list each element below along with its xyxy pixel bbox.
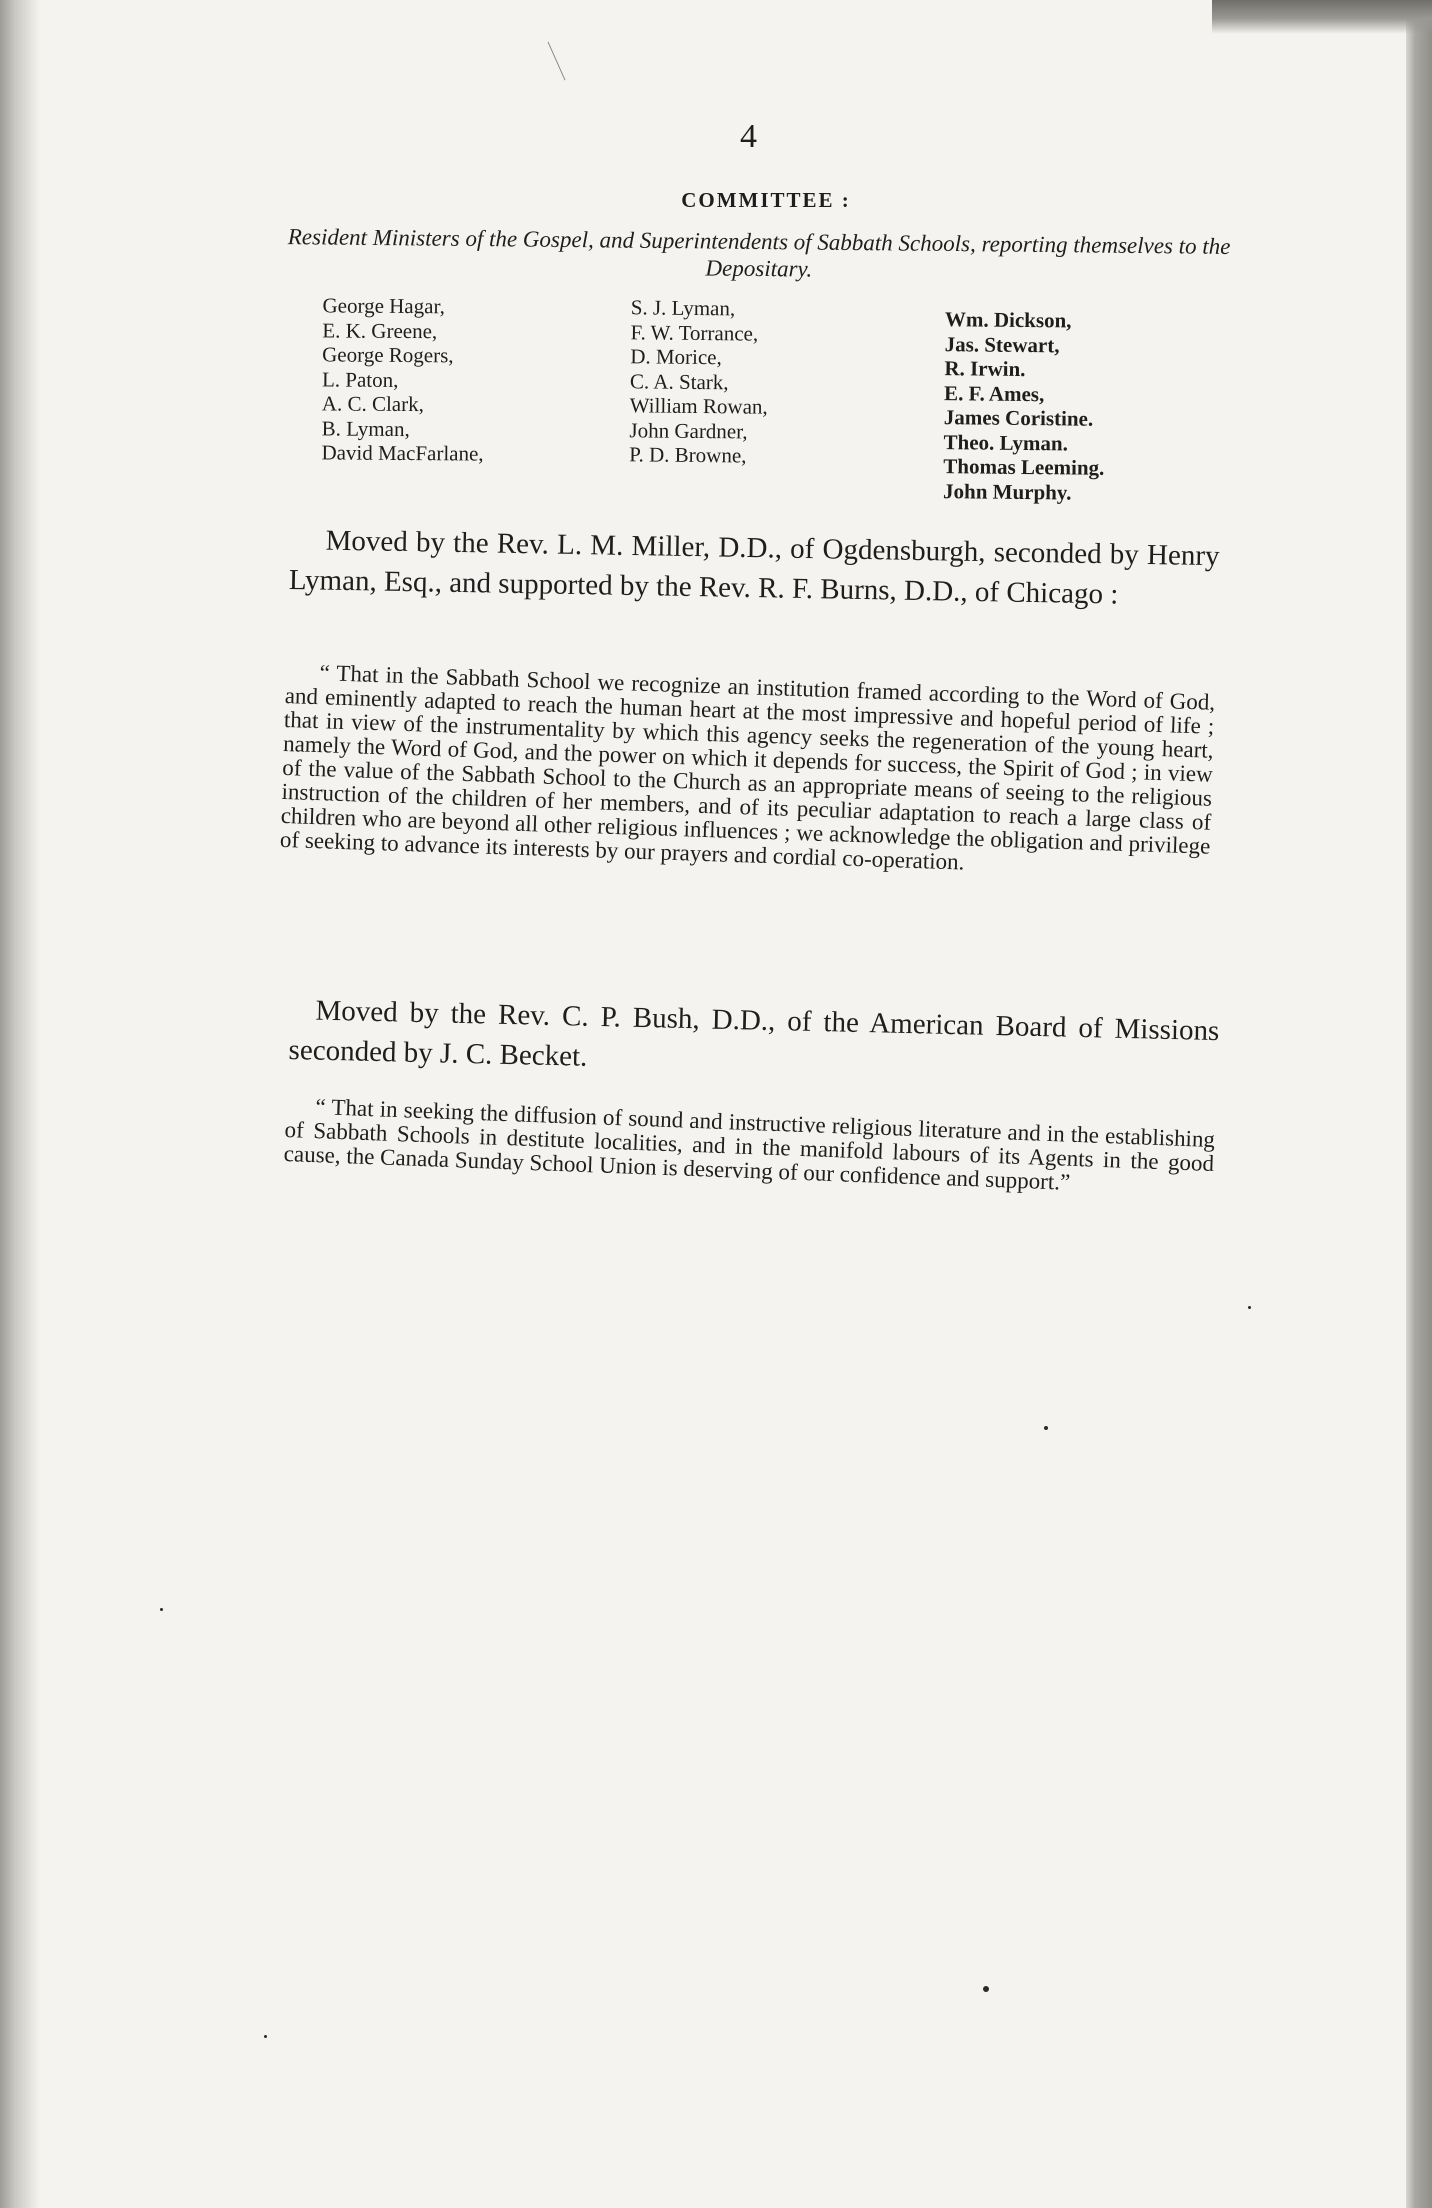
- committee-member: E. K. Greene,: [322, 317, 438, 343]
- committee-member: D. Morice,: [630, 344, 722, 370]
- resolution-paragraph: “ That in the Sabbath School we recognize an institution framed according to the Word of God, and eminently adapted to reach the human heart at the most impressive and hopeful period of life ; that in view of the instrumentality by which this agency seeks the regeneration of the young heart, namely the Word of God, and the power on which it depends for success, the Spirit of God ; in view of the value of the Sabbath School to the Church as an appropriate means of seeing to the religious instruction of the children of her members, and of its peculiar adaptation to reach a large class of children who are beyond all other religious influences ; we acknowledge the obligation and privilege of seeking to advance its interests by our prayers and cordial co-operation.: [279, 660, 1216, 875]
- committee-subheading: Resident Ministers of the Gospel, and Superintendents of Sabbath Schools, reporting themselves to the Depositary.: [287, 224, 1231, 282]
- committee-member: John Gardner,: [629, 417, 748, 444]
- committee-member: David MacFarlane,: [321, 440, 484, 466]
- committee-member: B. Lyman,: [321, 415, 410, 441]
- committee-member: George Rogers,: [322, 342, 454, 368]
- committee-member: F. W. Torrance,: [630, 319, 759, 346]
- committee-member: C. A. Stark,: [629, 368, 729, 394]
- committee-heading: COMMITTEE :: [681, 188, 851, 212]
- committee-column-b: [629, 295, 769, 468]
- committee-member: Thomas Leeming.: [943, 454, 1105, 480]
- committee-member: Jas. Stewart,: [944, 331, 1060, 357]
- committee-member: L. Paton,: [321, 366, 399, 392]
- motion-paragraph: Moved by the Rev. L. M. Miller, D.D., of Ogdensburgh, seconded by Henry Lyman, Esq., and supported by the Rev. R. F. Burns, D.D., of Chicago :: [288, 524, 1220, 611]
- resolution-paragraph: “ That in seeking the diffusion of sound and instructive religious literature and in the establishing of Sabbath Schools in destitute localities, and in the manifold labours of its Agents in the good cause, the Canada Sunday School Union is deserving of our confidence and support.”: [283, 1094, 1216, 1195]
- page-number: 4: [740, 118, 757, 155]
- committee-member: A. C. Clark,: [321, 391, 424, 417]
- committee-member: Theo. Lyman.: [943, 429, 1069, 455]
- committee-member: George Hagar,: [322, 293, 445, 319]
- committee-member: P. D. Browne,: [629, 442, 747, 468]
- committee-member: E. F. Ames,: [944, 380, 1045, 406]
- motion-paragraph: Moved by the Rev. C. P. Bush, D.D., of the American Board of Missions seconded by J. C. Becket.: [288, 994, 1220, 1073]
- committee-member: James Coristine.: [943, 405, 1094, 431]
- committee-member: John Murphy.: [942, 478, 1072, 504]
- scan-hairline: [548, 42, 566, 81]
- committee-column-a: [321, 293, 484, 466]
- committee-column-c: [943, 307, 1106, 505]
- committee-member: Wm. Dickson,: [944, 307, 1072, 333]
- committee-member: S. J. Lyman,: [630, 295, 736, 321]
- committee-member: R. Irwin.: [944, 356, 1026, 382]
- committee-member: William Rowan,: [629, 393, 768, 419]
